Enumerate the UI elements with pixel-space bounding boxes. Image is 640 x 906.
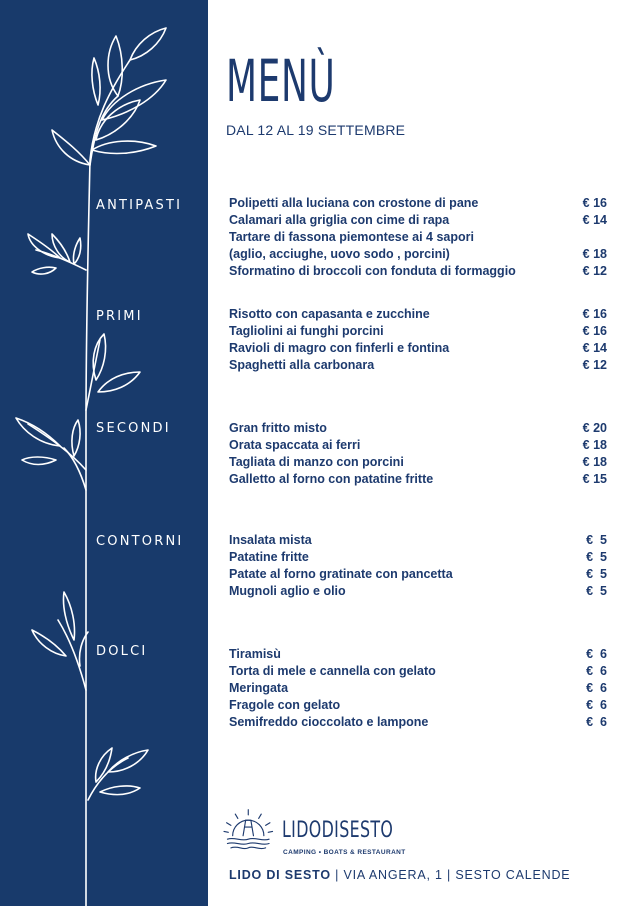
dish-name: Tiramisù bbox=[229, 646, 281, 661]
dish-name: Patatine fritte bbox=[229, 549, 309, 564]
olive-branch-illustration bbox=[0, 0, 208, 906]
dish-name: Orata spaccata ai ferri bbox=[229, 437, 361, 452]
footer-address-text: | VIA ANGERA, 1 | SESTO CALENDE bbox=[330, 868, 571, 882]
dish-name: Semifreddo cioccolato e lampone bbox=[229, 715, 429, 730]
menu-item bbox=[229, 662, 607, 679]
menu-item bbox=[229, 679, 607, 696]
menu-item bbox=[229, 583, 607, 600]
section-label-contorni: CONTORNI bbox=[96, 534, 184, 549]
footer-name: LIDO DI SESTO bbox=[229, 868, 331, 882]
menu-item bbox=[229, 322, 607, 339]
dish-price: € 5 bbox=[586, 584, 607, 599]
dish-price: € 18 bbox=[582, 454, 607, 469]
menu-item bbox=[229, 228, 607, 245]
dish-price: € 5 bbox=[586, 532, 607, 547]
menu-item bbox=[229, 645, 607, 662]
menu-item bbox=[229, 211, 607, 228]
dish-price: € 14 bbox=[582, 340, 607, 355]
menu-list-secondi bbox=[229, 419, 607, 488]
page-title: MENÙ bbox=[226, 47, 336, 115]
section-label-primi: PRIMI bbox=[96, 309, 143, 324]
dish-price: € 6 bbox=[586, 715, 607, 730]
menu-list-dolci bbox=[229, 645, 607, 731]
lighthouse-sun-icon bbox=[220, 808, 280, 860]
logo-wordmark: LIDODISESTO bbox=[282, 818, 394, 843]
dish-price: € 15 bbox=[582, 472, 607, 487]
dish-price: € 20 bbox=[582, 420, 607, 435]
dish-name: Insalata mista bbox=[229, 532, 312, 547]
dish-name: Polipetti alla luciana con crostone di pane bbox=[229, 195, 479, 210]
menu-item bbox=[229, 357, 607, 374]
menu-list-contorni bbox=[229, 531, 607, 600]
dish-name: Calamari alla griglia con cime di rapa bbox=[229, 212, 450, 227]
dish-price: € 16 bbox=[582, 306, 607, 321]
menu-item bbox=[229, 453, 607, 470]
dish-price: € 6 bbox=[586, 680, 607, 695]
menu-item bbox=[229, 436, 607, 453]
menu-list-primi bbox=[229, 305, 607, 374]
dish-name: Meringata bbox=[229, 680, 289, 695]
menu-item bbox=[229, 246, 607, 263]
dish-price: € 5 bbox=[586, 549, 607, 564]
menu-item bbox=[229, 471, 607, 488]
menu-item bbox=[229, 305, 607, 322]
dish-name: Galletto al forno con patatine fritte bbox=[229, 472, 434, 487]
dish-name: Mugnoli aglio e olio bbox=[229, 584, 346, 599]
menu-item bbox=[229, 548, 607, 565]
menu-item bbox=[229, 194, 607, 211]
sidebar-panel bbox=[0, 0, 208, 906]
menu-item bbox=[229, 419, 607, 436]
dish-name: Gran fritto misto bbox=[229, 420, 327, 435]
menu-dates: DAL 12 AL 19 SETTEMBRE bbox=[226, 122, 406, 138]
menu-item bbox=[229, 531, 607, 548]
dish-price: € 14 bbox=[582, 212, 607, 227]
dish-name: Tartare di fassona piemontese ai 4 sapori bbox=[229, 229, 474, 244]
dish-name: Risotto con capasanta e zucchine bbox=[229, 306, 430, 321]
logo-tagline: CAMPING • BOATS & RESTAURANT bbox=[283, 849, 406, 856]
menu-item bbox=[229, 697, 607, 714]
dish-price: € 18 bbox=[582, 247, 607, 262]
dish-price: € 18 bbox=[582, 437, 607, 452]
dish-price: € 6 bbox=[586, 698, 607, 713]
menu-list-antipasti bbox=[229, 194, 607, 280]
dish-name: Fragole con gelato bbox=[229, 698, 341, 713]
dish-name: Tagliata di manzo con porcini bbox=[229, 454, 404, 469]
section-label-secondi: SECONDI bbox=[96, 421, 171, 436]
menu-item bbox=[229, 263, 607, 280]
menu-item bbox=[229, 714, 607, 731]
dish-name: Torta di mele e cannella con gelato bbox=[229, 663, 436, 678]
dish-price: € 6 bbox=[586, 663, 607, 678]
dish-name: Tagliolini ai funghi porcini bbox=[229, 323, 384, 338]
dish-name: (aglio, acciughe, uovo sodo , porcini) bbox=[229, 247, 450, 262]
menu-item bbox=[229, 339, 607, 356]
dish-price: € 12 bbox=[582, 358, 607, 373]
dish-price: € 16 bbox=[582, 195, 607, 210]
dish-price: € 6 bbox=[586, 646, 607, 661]
menu-item bbox=[229, 565, 607, 582]
dish-name: Ravioli di magro con finferli e fontina bbox=[229, 340, 450, 355]
dish-price: € 16 bbox=[582, 323, 607, 338]
section-label-dolci: DOLCI bbox=[96, 644, 148, 659]
dish-name: Patate al forno gratinate con pancetta bbox=[229, 566, 453, 581]
dish-price: € 12 bbox=[582, 264, 607, 279]
dish-name: Spaghetti alla carbonara bbox=[229, 358, 375, 373]
dish-name: Sformatino di broccoli con fonduta di formaggio bbox=[229, 264, 516, 279]
footer-address bbox=[229, 868, 570, 882]
dish-price: € 5 bbox=[586, 566, 607, 581]
section-label-antipasti: ANTIPASTI bbox=[96, 198, 183, 213]
